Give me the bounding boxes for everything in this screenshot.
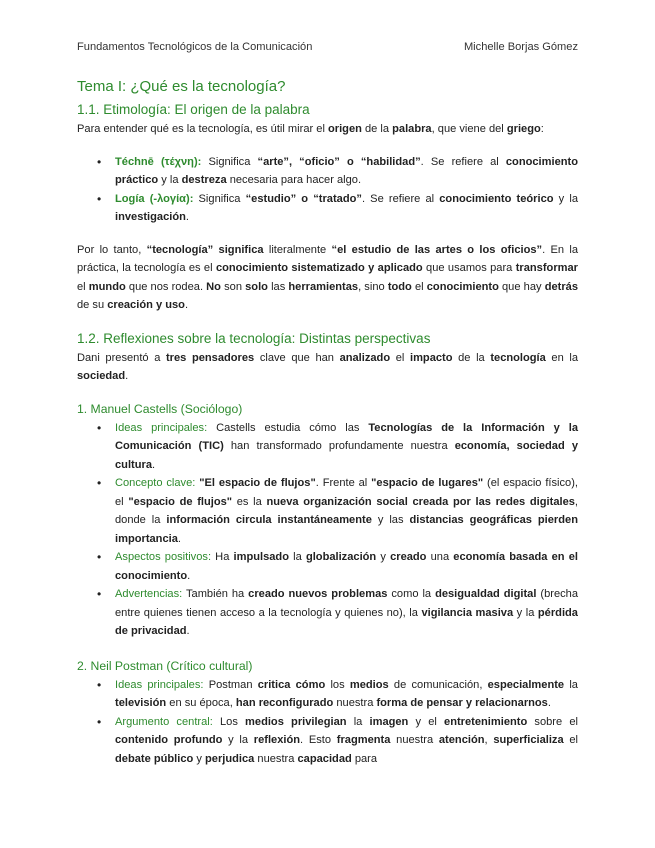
section-heading-etimologia: 1.1. Etimología: El origen de la palabra [77, 102, 310, 117]
list-item-techne: • Téchnē (τέχνη): Significa “arte”, “oficio” o “habilidad”. Se refiere al conocimiento práctico y la destreza necesaria para hacer algo. [115, 153, 578, 190]
list-item-postman-argumento: • Argumento central: Los medios privilegian la imagen y el entretenimiento sobre el contenido profundo y la reflexión. Esto fragmenta nuestra atención, superficializa el debate público y perjudica nuestra capacidad para [115, 713, 578, 769]
castells-list [77, 419, 578, 641]
list-item-castells-concepto: • Concepto clave: "El espacio de flujos". Frente al "espacio de lugares" (el espacio físico), el "espacio de flujos" es la nueva organización social creada por las redes digitales, donde la información circula instantáneamente y las distancias geográficas pierden importancia. [115, 474, 578, 548]
subheading-postman: 2. Neil Postman (Crítico cultural) [77, 658, 253, 673]
postman-list [77, 676, 578, 769]
list-item-castells-positivos: • Aspectos positivos: Ha impulsado la globalización y creado una economía basada en el conocimiento. [115, 548, 578, 585]
header-course: Fundamentos Tecnológicos de la Comunicación [77, 41, 313, 53]
list-item-logia: • Logía (-λογία): Significa “estudio” o “tratado”. Se refiere al conocimiento teórico y la investigación. [115, 190, 578, 227]
etimologia-conclusion: Por lo tanto, “tecnología” significa literalmente “el estudio de las artes o los oficios”. En la práctica, la tecnología es el conocimiento sistematizado y aplicado que usamos para transformar el mundo que nos rodea. No son solo las herramientas, sino todo el conocimiento que hay detrás de su creación y uso. [77, 243, 579, 311]
header-author: Michelle Borjas Gómez [463, 41, 578, 53]
page-header [77, 38, 578, 57]
list-item-castells-ideas: • Ideas principales: Castells estudia cómo las Tecnologías de la Información y la Comunicación (TIC) han transformado profundamente nuestra economía, sociedad y cultura. [115, 419, 578, 475]
etimologia-intro: Para entender qué es la tecnología, es útil mirar el origen de la palabra, que viene del griego: [77, 123, 544, 135]
section-heading-reflexiones: 1.2. Reflexiones sobre la tecnología: Distintas perspectivas [77, 330, 431, 346]
list-item-castells-advertencias: • Advertencias: También ha creado nuevos problemas como la desigualdad digital (brecha entre quienes tienen acceso a la tecnología y quienes no), la vigilancia masiva y la pérdida de privacidad. [115, 585, 578, 641]
document-body [77, 76, 578, 768]
subheading-castells: 1. Manuel Castells (Sociólogo) [77, 401, 243, 416]
page-title: Tema I: ¿Qué es la tecnología? [77, 78, 286, 95]
etimologia-list [77, 153, 578, 227]
list-item-postman-ideas: • Ideas principales: Postman critica cómo los medios de comunicación, especialmente la televisión en su época, han reconfigurado nuestra forma de pensar y relacionarnos. [115, 676, 578, 713]
reflexiones-intro: Dani presentó a tres pensadores clave que han analizado el impacto de la tecnología en la sociedad. [77, 351, 578, 382]
